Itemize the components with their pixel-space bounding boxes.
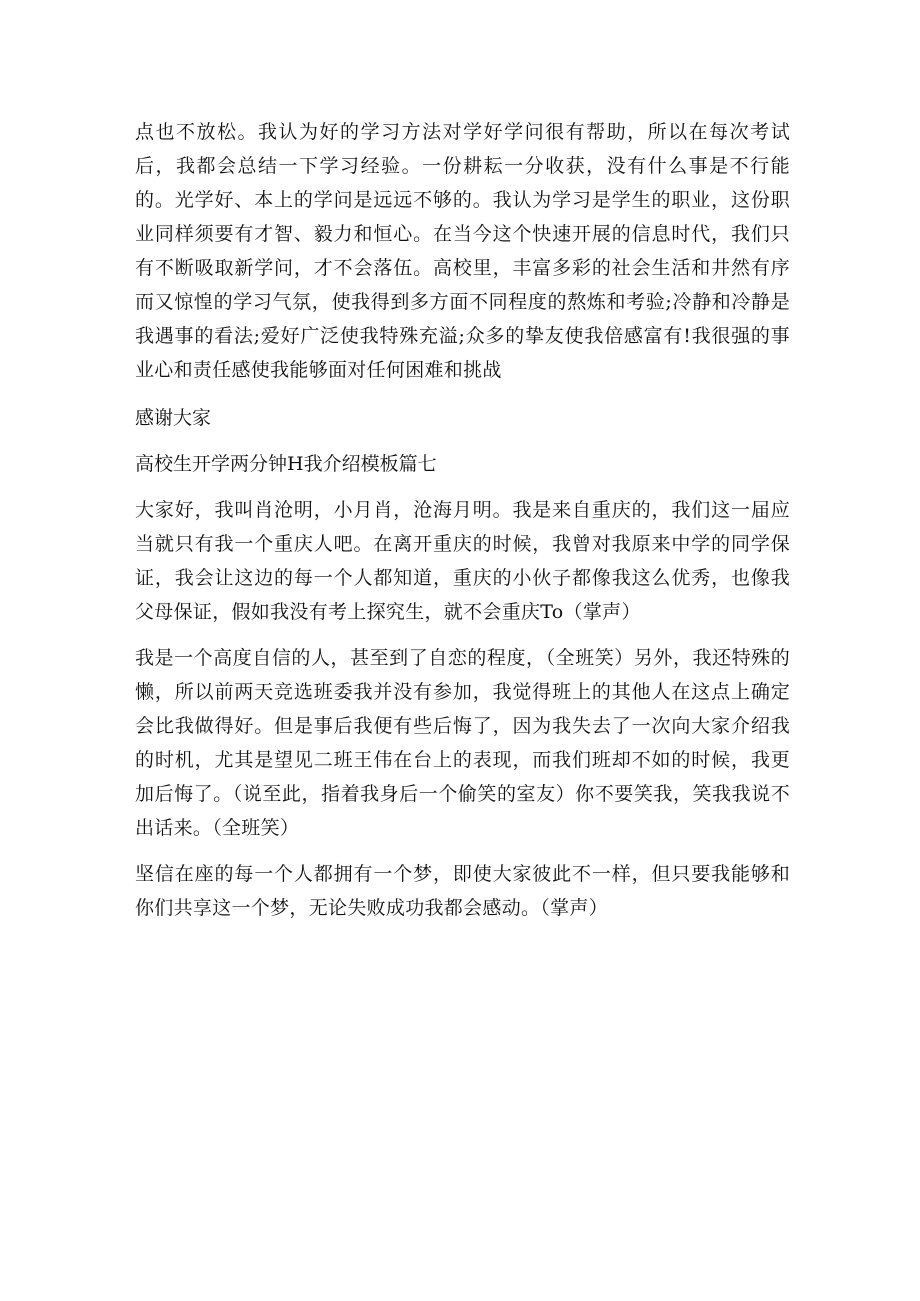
paragraph-intro-continuation: 点也不放松。我认为好的学习方法对学好学问很有帮助，所以在每次考试后，我都会总结一下学习经验。一份耕耘一分收获，没有什么事是不行能的。光学好、本上的学问是远远不够的。我认为学习是学生的职业，这份职业同样须要有才智、毅力和恒心。在当今这个快速开展的信息时代，我们只有不断吸取新学问，才不会落伍。高校里，丰富多彩的社会生活和井然有序而又惊惶的学习气氛，使我得到多方面不同程度的熬炼和考验;冷静和冷静是我遇事的看法;爱好广泛使我特殊充溢;众多的挚友使我倍感富有!我很强的事业心和责任感使我能够面对任何困难和挑战 (135, 121, 790, 381)
paragraph-self-intro: 大家好，我叫肖沧明，小月肖，沧海月明。我是来自重庆的，我们这一届应当就只有我一个重庆人吧。在离开重庆的时候，我曾对我原来中学的同学保证，我会让这边的每一个人都知道，重庆的小伙子都像我这么优秀，也像我父母保证，假如我没有考上探究生，就不会重庆To（掌声） (135, 499, 790, 623)
closing-thanks: 感谢大家 (135, 407, 212, 429)
document-body (135, 115, 790, 937)
paragraph-dream: 坚信在座的每一个人都拥有一个梦，即使大家彼此不一样，但只要我能够和你们共享这一个梦，无论失败成功我都会感动。（掌声） (135, 863, 790, 919)
paragraph-personality: 我是一个高度自信的人，甚至到了自恋的程度，（全班笑）另外，我还特殊的懒，所以前两天竞选班委我并没有参加，我觉得班上的其他人在这点上确定会比我做得好。但是事后我便有些后悔了，因为我失去了一次向大家介绍我的时机，尤其是望见二班王伟在台上的表现，而我们班却不如的时候，我更加后悔了。（说至此，指着我身后一个偷笑的室友）你不要笑我，笑我我说不出话来。（全班笑） (135, 647, 790, 839)
section-title: 高校生开学两分钟H我介绍模板篇七 (135, 453, 437, 475)
